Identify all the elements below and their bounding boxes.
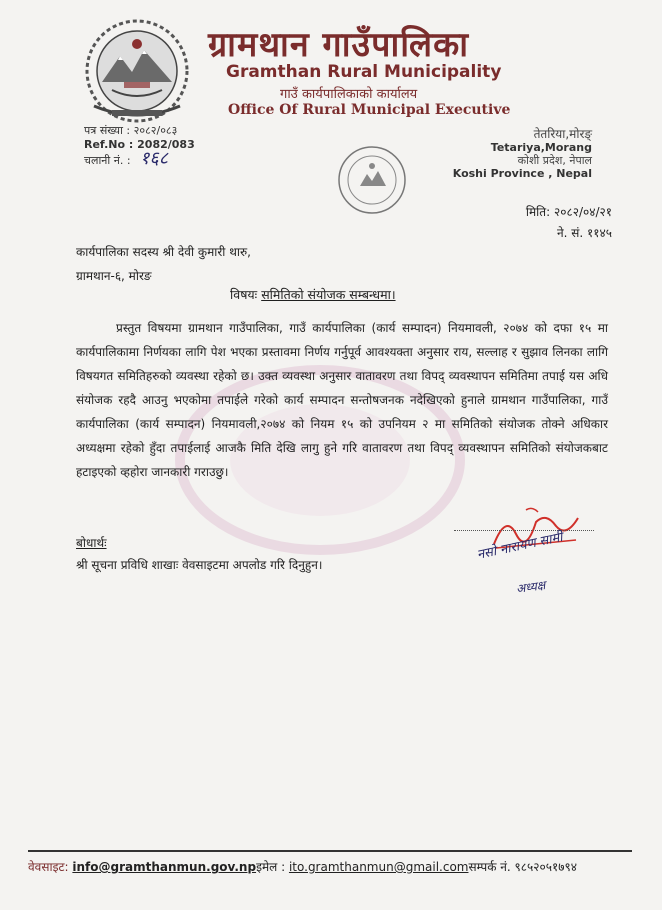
office-title-nepali: गाउँ कार्यपालिकाको कार्यालय	[280, 87, 418, 102]
patra-row	[84, 124, 195, 138]
ref-value: 2082/083	[137, 138, 195, 151]
chalani-row	[84, 148, 195, 169]
province-nepali: कोशी प्रदेश, नेपाल	[517, 154, 592, 167]
reference-block	[84, 124, 195, 168]
office-title-english: Office Of Rural Municipal Executive	[228, 102, 511, 118]
recipient-block	[76, 240, 251, 288]
letter-date: मिति: २०८२/०४/२१	[525, 205, 612, 219]
recipient-address: ग्रामथान-६, मोरङ	[76, 269, 152, 283]
signatory-name: नसो नारायण सामी	[475, 530, 565, 563]
recipient-name: कार्यपालिका सदस्य श्री देवी कुमारी थारु,	[76, 245, 251, 259]
letter-body: प्रस्तुत विषयमा ग्रामथान गाउँपालिका, गाउँ कार्यपालिका (कार्य सम्पादन) नियमावली, २०७४ को दफा १५ मा कार्यपालिकामा निर्णयका लागि पेश भएका प्रस्तावमा निर्णय गर्नुपूर्व आवश्यक्ता अनुसार राय, सल्लाह र सुझाव लिनका लागि विषयगत समितिहरुको व्यवस्था रहेको छ। उक्त व्यवस्था अनुसार वातावरण तथा विपद् व्यवस्थापन समितिमा तपाई यस अधि संयोजक रहदै आउनु भएकोमा तपाईले गरेको कार्य सम्पादन सन्तोषजनक नदेखिएको हुनाले ग्रामथान गाउँपालिका, गाउँ कार्यपालिका (कार्य सम्पादन) नियमावली,२०७४ को नियम १५ को उपनियम २ मा समितिको संयोजक तोक्ने अधिकार अध्यक्षमा रहेको हुँदा तपाईलाई आजकै मिति देखि लागु हुने गरि वातावरण तथा विपद् व्यवस्थापन समितिको संयोजकबाट हटाइएको व्हहोरा जानकारी गराउछु।	[76, 321, 608, 479]
subject-line	[230, 286, 396, 303]
chalani-label: चलानी नं. :	[84, 154, 131, 167]
nepal-sambat-number: ने. सं. ११४५	[557, 226, 612, 240]
patra-label: पत्र संख्या :	[84, 124, 131, 137]
phone-number: सम्पर्क नं. ९८५२०५१७९४	[468, 860, 577, 874]
bodharth-recipient: श्री सूचना प्रविधि शाखाः वेवसाइटमा अपलोड गरि दिनुहुन।	[76, 558, 323, 572]
subject-label: विषयः	[230, 287, 258, 302]
municipality-title-nepali: ग्रामथान गाउँपालिका	[208, 25, 470, 65]
subject-text: समितिको संयोजक सम्बन्धमा।	[261, 287, 396, 302]
address-block	[453, 128, 592, 180]
municipality-title-english: Gramthan Rural Municipality	[226, 62, 502, 82]
footer-contact	[28, 858, 577, 875]
nepal-emblem-logo	[82, 16, 192, 126]
city-english: Tetariya,Morang	[490, 141, 592, 154]
footer-divider	[28, 850, 632, 852]
website-label: वेवसाइट:	[28, 860, 69, 874]
email-label: इमेल :	[256, 860, 286, 874]
email-link[interactable]: ito.gramthanmun@gmail.com	[288, 860, 469, 874]
signatory-title: अध्यक्ष	[515, 578, 547, 596]
website-link[interactable]: info@gramthanmun.gov.np	[72, 860, 257, 874]
bodharth-label: बोधार्थः	[76, 536, 107, 550]
date-block	[526, 202, 612, 244]
ref-label: Ref.No :	[84, 138, 134, 151]
city-nepali: तेतरिया,मोरङ्	[533, 127, 592, 141]
signature-dotted-line	[454, 530, 594, 531]
patra-value: २०८२/०८३	[133, 124, 178, 137]
province-english: Koshi Province , Nepal	[452, 167, 592, 180]
office-stamp	[336, 144, 408, 216]
chalani-value: १६८	[140, 148, 169, 169]
